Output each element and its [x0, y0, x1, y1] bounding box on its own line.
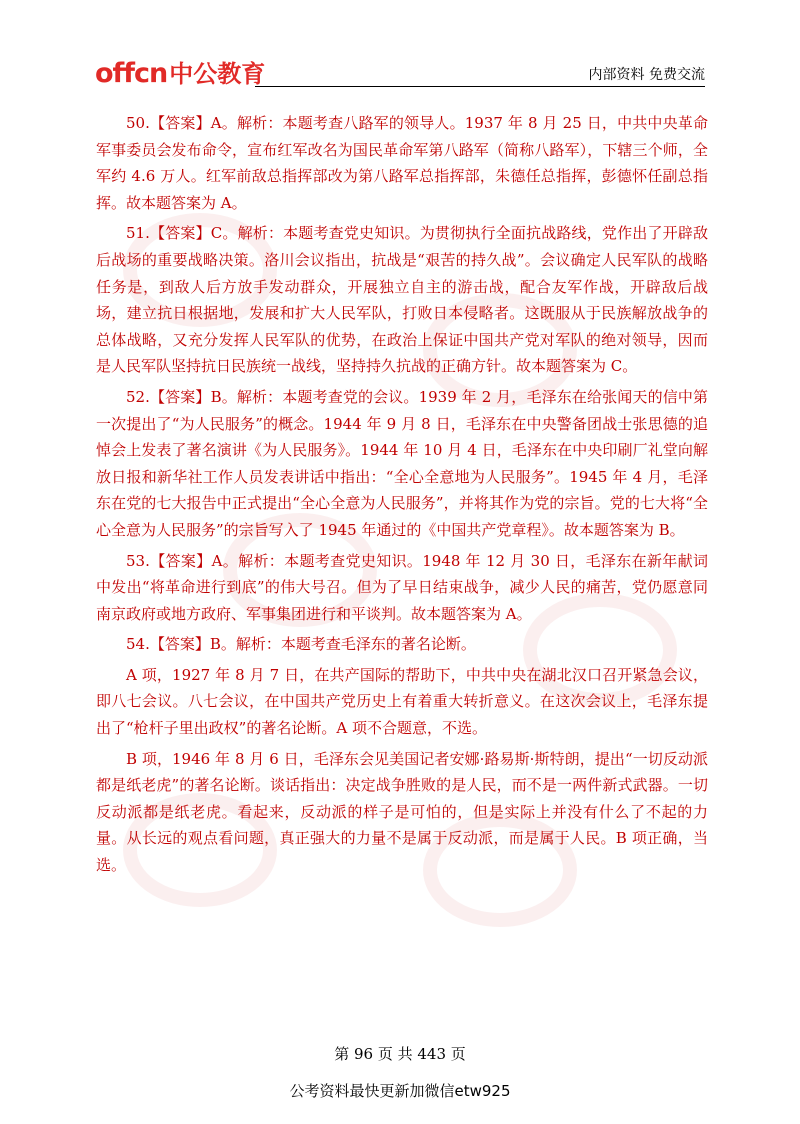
answer-53: 53.【答案】A。解析：本题考查党史知识。1948 年 12 月 30 日，毛泽东在新年献词中发出“将革命进行到底”的伟大号召。但为了早日结束战争，减少人民的痛苦，党仍愿意同南京政府或地方政府、军事集团进行和平谈判。故本题答案为 A。: [96, 551, 708, 623]
page-header: [95, 50, 705, 90]
answer-51: 51.【答案】C。解析：本题考查党史知识。为贯彻执行全面抗战路线，党作出了开辟敌后战场的重要战略决策。洛川会议指出，抗战是“艰苦的持久战”。会议确定人民军队的战略任务是，到敌人后方放手发动群众，开展独立自主的游击战，配合友军作战，开辟敌后战场，建立抗日根据地，发展和扩大人民军队，打败日本侵略者。这既服从于民族解放战争的总体战略，又充分发挥人民军队的优势，在政治上保证中国共产党对军队的绝对领导，因而是人民军队坚持抗日民族统一战线，坚持持久抗战的正确方针。故本题答案为 C。: [96, 224, 708, 376]
logo-latin-text: offcn: [95, 58, 168, 89]
answer-54-option-b: B 项，1946 年 8 月 6 日，毛泽东会见美国记者安娜·路易斯·斯特朗，提出“一切反动派都是纸老虎”的著名论断。谈话指出：决定战争胜败的是人民，而不是一两件新式武器。一切反动派都是纸老虎。看起来，反动派的样子是可怕的，但是实际上并没有什么了不起的力量。从长远的观点看问题，真正强大的力量不是属于反动派，而是属于人民。B 项正确，当选。: [96, 749, 708, 875]
header-tag: 内部资料 免费交流: [588, 67, 705, 83]
answer-content: [96, 110, 708, 883]
answer-52: 52.【答案】B。解析：本题考查党的会议。1939 年 2 月，毛泽东在给张闻天的信中第一次提出了“为人民服务”的概念。1944 年 9 月 8 日，毛泽东在中央警备团战士张思德的追悼会上发表了著名演讲《为人民服务》。1944 年 10 月 4 日，毛泽东在中央印刷厂礼堂向解放日报和新华社工作人员发表讲话中指出：“全心全意地为人民服务”。1945 年 4 月，毛泽东在党的七大报告中正式提出“全心全意为人民服务”，并将其作为党的宗旨。党的七大将“全心全意为人民服务”的宗旨写入了 1945 年通过的《中国共产党章程》。故本题答案为 B。: [96, 387, 708, 539]
offcn-logo: [95, 54, 265, 89]
bottom-note: 公考资料最快更新加微信etw925: [289, 1082, 511, 1100]
logo-cjk-text: 中公教育: [169, 60, 266, 88]
page-number: 第 96 页 共 443 页: [334, 1045, 466, 1063]
answer-50: 50.【答案】A。解析：本题考查八路军的领导人。1937 年 8 月 25 日，中共中央革命军事委员会发布命令，宣布红军改名为国民革命军第八路军（简称八路军），下辖三个师，全军约 4.6 万人。红军前敌总指挥部改为第八路军总指挥部，朱德任总指挥，彭德怀任副总指挥。故本题答案为 A。: [96, 114, 708, 212]
answer-54-option-a: A 项，1927 年 8 月 7 日，在共产国际的帮助下，中共中央在湖北汉口召开紧急会议，即八七会议。八七会议，在中国共产党历史上有着重大转折意义。在这次会议上，毛泽东提出了“枪杆子里出政权”的著名论断。A 项不合题意，不选。: [96, 665, 708, 738]
header-rule: [255, 86, 705, 87]
answer-54: 54.【答案】B。解析：本题考查毛泽东的著名论断。: [126, 635, 476, 654]
